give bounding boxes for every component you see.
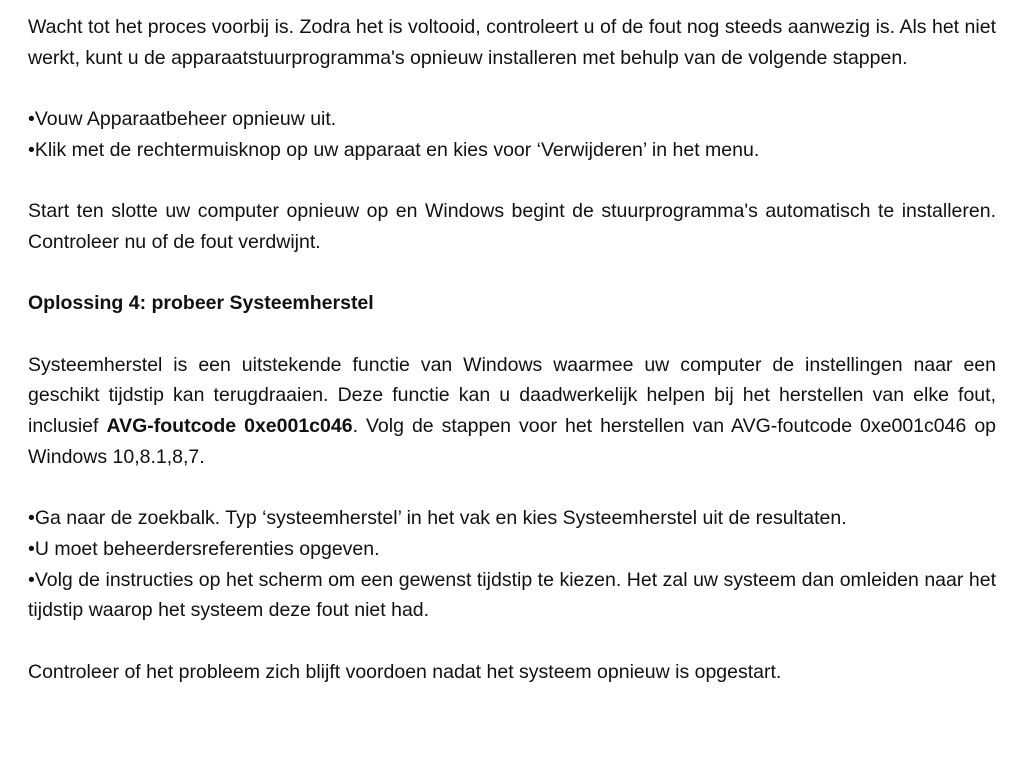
spacer xyxy=(28,626,996,657)
restore-paragraph xyxy=(28,350,996,473)
spacer xyxy=(28,472,996,503)
spacer xyxy=(28,73,996,104)
list-item: •Ga naar de zoekbalk. Typ ‘systeemherstel’ in het vak en kies Systeemherstel uit de resultaten. xyxy=(28,507,847,530)
closing-paragraph: Controleer of het probleem zich blijft voordoen nadat het systeem opnieuw is opgestart. xyxy=(28,660,782,683)
section-heading: Oplossing 4: probeer Systeemherstel xyxy=(28,292,374,315)
spacer xyxy=(28,258,996,289)
error-code-highlight: AVG-foutcode 0xe001c046 xyxy=(106,415,353,438)
restore-text-after: . Volg de stappen voor het herstellen van AVG-foutcode 0xe001c046 op Windows 10,8.1,8,7. xyxy=(28,415,997,468)
spacer xyxy=(28,319,996,350)
list-item: •Volg de instructies op het scherm om een gewenst tijdstip te kiezen. Het zal uw systeem dan omleiden naar het tijdstip waarop het systeem deze fout niet had. xyxy=(28,568,996,622)
restart-paragraph: Start ten slotte uw computer opnieuw op en Windows begint de stuurprogramma's automatisch te installeren. Controleer nu of de fout verdwijnt. xyxy=(28,200,996,253)
restore-text-before: Systeemherstel is een uitstekende functie van Windows waarmee uw computer de instellingen naar een geschikt tijdstip kan terugdraaien. Deze functie kan u daadwerkelijk helpen bij het herstellen van elke fout, inclusief xyxy=(28,353,996,438)
list-item: •Vouw Apparaatbeheer opnieuw uit. xyxy=(28,108,337,131)
intro-paragraph: Wacht tot het proces voorbij is. Zodra het is voltooid, controleert u of de fout nog steeds aanwezig is. Als het niet werkt, kunt u de apparaatstuurprogramma's opnieuw installeren met behulp van de volgende stappen. xyxy=(28,16,996,69)
list-item: •Klik met de rechtermuisknop op uw apparaat en kies voor ‘Verwijderen’ in het menu. xyxy=(28,138,760,161)
list-item: •U moet beheerdersreferenties opgeven. xyxy=(28,537,380,560)
spacer xyxy=(28,166,996,197)
